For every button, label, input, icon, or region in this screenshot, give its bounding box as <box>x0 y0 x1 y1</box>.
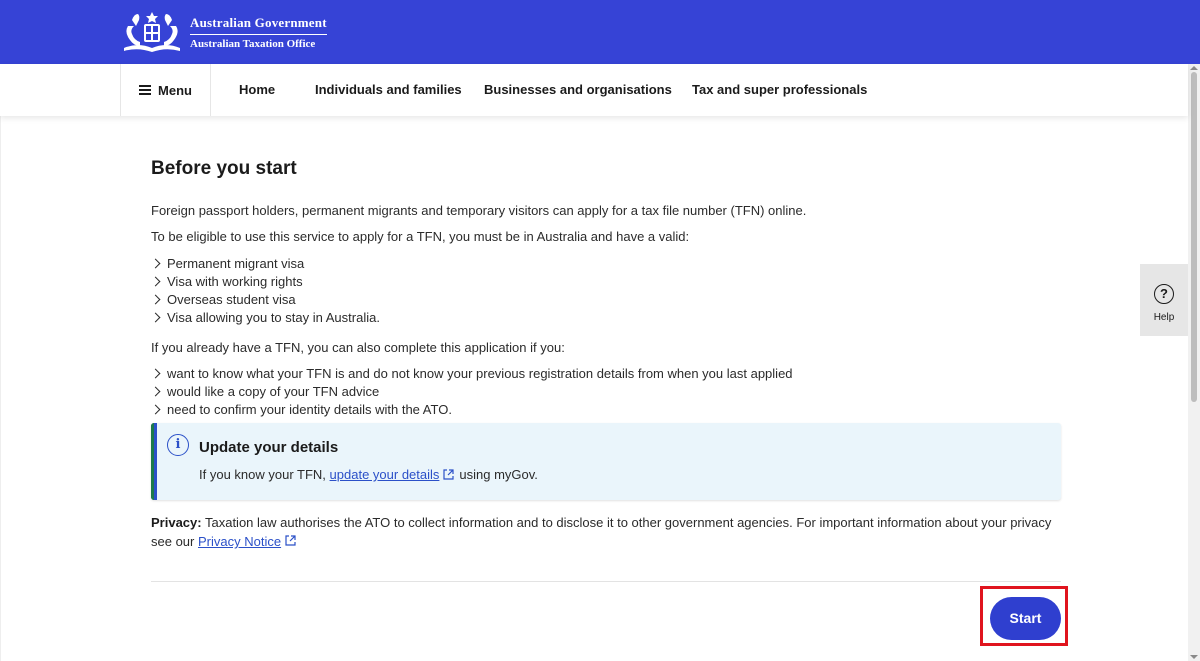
divider <box>151 581 1061 582</box>
scroll-thumb[interactable] <box>1191 72 1197 402</box>
help-label: Help <box>1153 312 1175 323</box>
nav-link-individuals[interactable]: Individuals and families <box>315 82 462 97</box>
nav-link-businesses[interactable]: Businesses and organisations <box>484 82 672 97</box>
info-icon: i <box>167 434 189 456</box>
nav-link-tax-professionals[interactable]: Tax and super professionals <box>692 82 868 97</box>
agency-name: Australian Taxation Office <box>190 37 316 50</box>
help-widget[interactable] <box>1140 264 1188 336</box>
existing-tfn-text: If you already have a TFN, you can also complete this application if you: <box>151 340 565 355</box>
callout-text: If you know your TFN, update your details using myGov. <box>199 467 538 482</box>
menu-label: Menu <box>158 82 192 98</box>
eligibility-text: To be eligible to use this service to apply for a TFN, you must be in Australia and have a valid: <box>151 229 690 244</box>
privacy-text: Privacy: Taxation law authorises the ATO to collect information and to disclose it to other government agencies. For important information about your privacy see our Privacy Notice <box>151 515 1052 549</box>
chevron-right-icon <box>151 312 161 322</box>
coat-of-arms-icon <box>118 8 186 56</box>
list-item: Visa with working rights <box>151 272 303 290</box>
update-details-callout <box>151 423 1061 500</box>
list-item: need to confirm your identity details with the ATO. <box>151 400 452 418</box>
chevron-right-icon <box>151 368 161 378</box>
external-link-icon <box>285 535 296 546</box>
chevron-right-icon <box>151 258 161 268</box>
list-item: would like a copy of your TFN advice <box>151 382 379 400</box>
list-item: want to know what your TFN is and do not know your previous registration details from when you last applied <box>151 364 793 382</box>
list-item: Permanent migrant visa <box>151 254 304 272</box>
list-item: Overseas student visa <box>151 290 296 308</box>
privacy-label: Privacy: <box>151 515 202 530</box>
chevron-right-icon <box>151 386 161 396</box>
scroll-down-arrow-icon[interactable] <box>1190 655 1198 659</box>
hamburger-icon <box>139 85 151 95</box>
chevron-right-icon <box>151 294 161 304</box>
callout-accent <box>151 423 154 500</box>
privacy-notice-link[interactable]: Privacy Notice <box>198 534 282 549</box>
callout-title: Update your details <box>199 439 339 456</box>
site-header <box>0 0 1200 64</box>
scroll-up-arrow-icon[interactable] <box>1190 66 1198 70</box>
list-item: Visa allowing you to stay in Australia. <box>151 308 380 326</box>
gov-name: Australian Government <box>190 15 327 35</box>
main-navigation <box>0 64 1188 116</box>
update-details-link[interactable]: update your details <box>329 467 440 482</box>
chevron-right-icon <box>151 276 161 286</box>
page-title: Before you start <box>151 158 297 179</box>
external-link-icon <box>443 469 454 480</box>
start-button[interactable]: Start <box>990 597 1061 640</box>
intro-text: Foreign passport holders, permanent migrants and temporary visitors can apply for a tax file number (TFN) online. <box>151 203 807 218</box>
question-mark-icon: ? <box>1154 284 1174 304</box>
ato-logo[interactable] <box>118 8 327 56</box>
nav-link-home[interactable]: Home <box>239 82 276 97</box>
page-scrollbar[interactable] <box>1188 64 1200 661</box>
menu-button[interactable] <box>120 64 211 116</box>
chevron-right-icon <box>151 404 161 414</box>
